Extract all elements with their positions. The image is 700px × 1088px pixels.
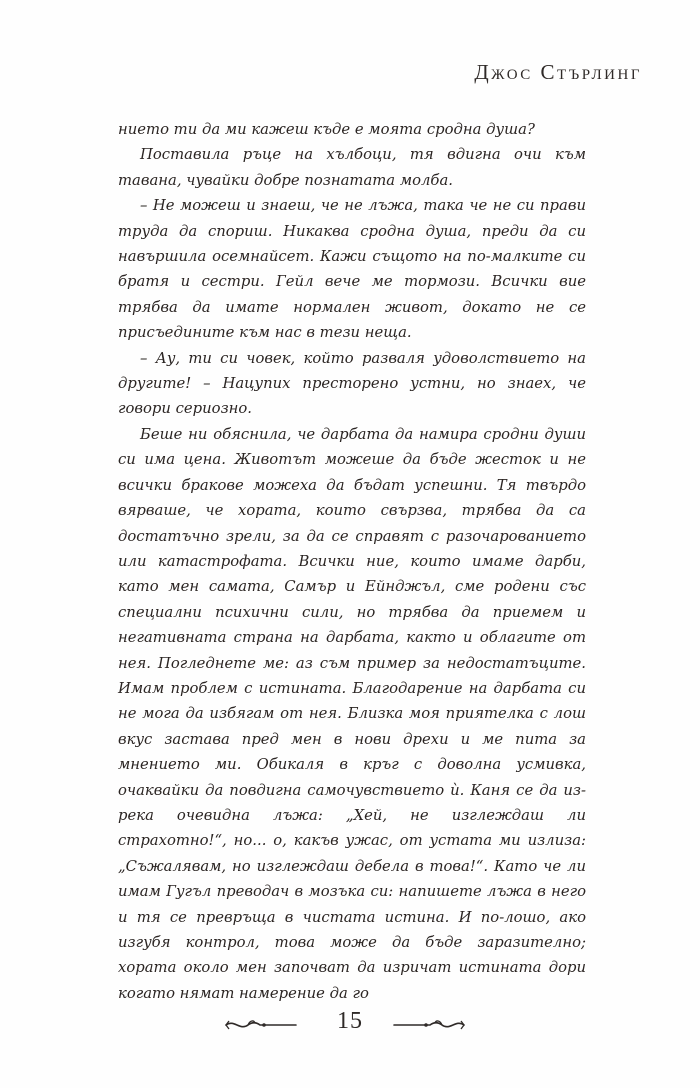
flourish-ornament-right-icon — [392, 1016, 466, 1034]
flourish-ornament-left-icon — [224, 1016, 298, 1034]
body-text — [118, 117, 586, 1006]
paragraph-dialogue: – Не можеш и знаеш, че не лъжа, така че не си прави труда да спориш. Никаква сродна душа, преди да си навършила осемнайсет. Кажи същото на по-малките си братя и сестри. Гейл вече ме тормози. Всички вие трябва да имате нормален живот, докато не се присъедините към нас в тези неща. — [118, 197, 586, 342]
paragraph: Поставила ръце на хълбоци, тя вдигна очи към тавана, чувайки добре познатата молба. — [118, 146, 586, 189]
paragraph: Беше ни обяснила, че дарбата да намира сродни души си има цена. Животът можеше да бъде жесток и не всички бракове можеха да бъдат успешни. Тя твърдо вярваше, че хората, които свързва, трябва да са достатъчно зрели, за да се справят с разочарованието или катастрофата. Всички ние, които имаме дарби, като мен самата, Самър и Ейнджъл, сме родени със специални психични сили, но трябва да приемем и негативната страна на дарбата, както и облагите от нея. Погледнете ме: аз съм пример за недостатъците. Имам проблем с истината. Благодарение на дарбата си не мога да избягам от нея. Близка моя приятелка с лош вкус застава пред мен в нови дрехи и ме пита за мнението ми. Обикаля в кръг с доволна усмивка, очаквайки да повдигна самочувствието ѝ. Каня се да изрека очевидна лъжа: „Хей, не изглеждаш ли страхотно!“, но... о, какъв ужас, от устата ми излиза: „Съжалявам, но изглеждаш дебела в това!“. Като че ли имам Гугъл преводач в мозъка си: напишете лъжа в него и тя се превръща в чистата истина. И по-лошо, ако изгубя контрол, това може да бъде заразително; хората около мен започват да изричат истината дори когато нямат намерение да го — [118, 425, 586, 1002]
page-number: 15 — [337, 1008, 363, 1034]
paragraph-continuation: нието ти да ми кажеш къде е моята сродна душа? — [118, 121, 535, 138]
running-head-author: Джос Стърлинг — [474, 60, 642, 84]
paragraph-dialogue: – Ау, ти си човек, който разваля удоволствието на другите! – Нацупих престорено устни, но знаех, че говори сериозно. — [118, 349, 586, 418]
page-footer — [0, 1004, 700, 1044]
